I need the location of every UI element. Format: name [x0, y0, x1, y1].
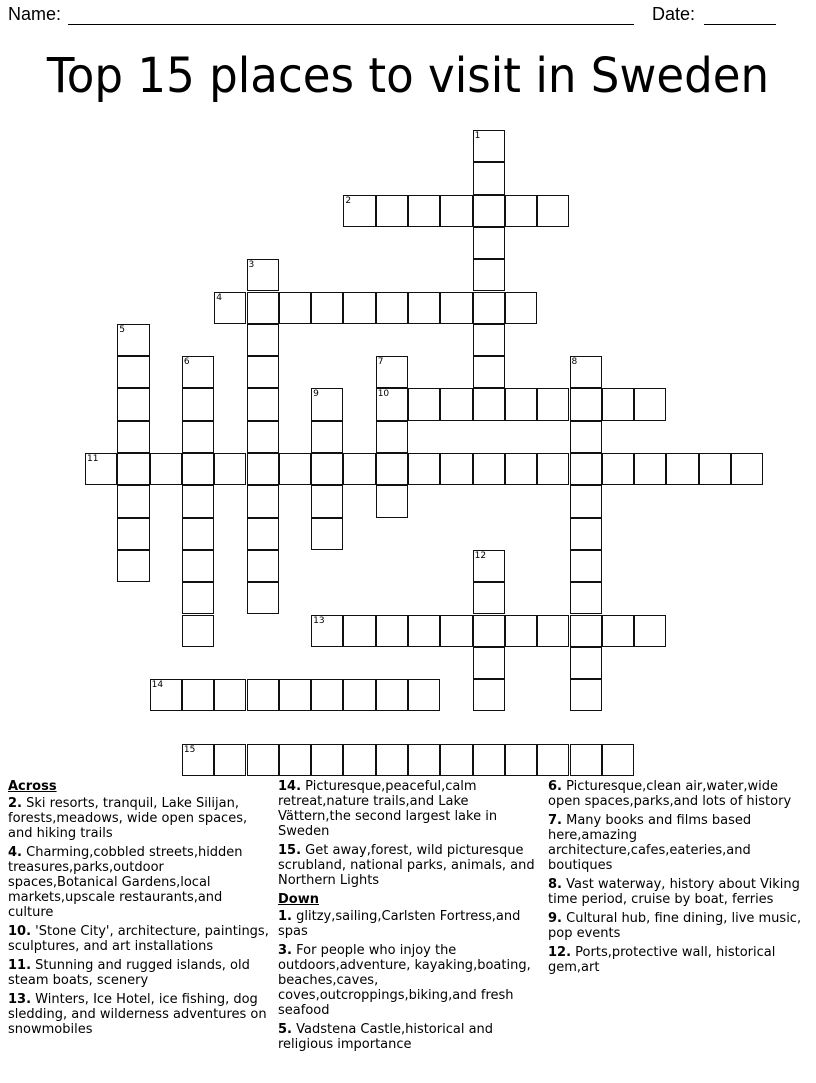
grid-cell[interactable] — [537, 744, 569, 776]
grid-cell[interactable] — [214, 744, 246, 776]
date-label: Date: — [652, 4, 696, 24]
clue-down-3: 3. For people who injoy the outdoors,adventure, kayaking,boating, beaches,caves, coves,outcroppings,biking,and fresh seafood — [278, 943, 531, 1018]
grid-cell[interactable] — [408, 744, 440, 776]
grid-cell[interactable] — [117, 550, 149, 582]
grid-cell[interactable] — [440, 195, 472, 227]
clue-number: 15 — [183, 744, 196, 755]
grid-cell[interactable] — [117, 485, 149, 517]
grid-cell[interactable] — [311, 518, 343, 550]
grid-cell[interactable] — [376, 679, 408, 711]
grid-cell[interactable] — [343, 679, 375, 711]
grid-cell[interactable] — [505, 388, 537, 420]
grid-cell[interactable] — [634, 453, 666, 485]
grid-cell[interactable] — [247, 324, 279, 356]
grid-cell[interactable] — [473, 679, 505, 711]
grid-cell[interactable] — [182, 518, 214, 550]
grid-cell[interactable] — [182, 421, 214, 453]
grid-cell[interactable] — [247, 518, 279, 550]
grid-cell[interactable] — [247, 582, 279, 614]
grid-cell[interactable] — [505, 744, 537, 776]
grid-cell[interactable] — [473, 550, 505, 582]
grid-cell[interactable] — [570, 550, 602, 582]
grid-cell[interactable] — [408, 292, 440, 324]
grid-cell[interactable] — [117, 356, 149, 388]
grid-cell[interactable] — [473, 582, 505, 614]
grid-cell[interactable] — [343, 195, 375, 227]
grid-cell[interactable] — [537, 453, 569, 485]
grid-cell[interactable] — [473, 162, 505, 194]
grid-cell[interactable] — [150, 453, 182, 485]
clue-number: 5 — [119, 324, 126, 335]
clue-number: 8 — [571, 357, 578, 368]
grid-cell[interactable] — [505, 615, 537, 647]
clue-number: 2 — [345, 195, 352, 206]
grid-cell[interactable] — [602, 388, 634, 420]
grid-cell[interactable] — [376, 453, 408, 485]
grid-cell[interactable] — [570, 647, 602, 679]
grid-cell[interactable] — [311, 453, 343, 485]
grid-cell[interactable] — [85, 453, 117, 485]
grid-cell[interactable] — [473, 195, 505, 227]
clue-number: 11 — [87, 454, 99, 464]
grid-cell[interactable] — [473, 227, 505, 259]
grid-cell[interactable] — [602, 744, 634, 776]
grid-cell[interactable] — [602, 615, 634, 647]
clue-across-14: 14. Picturesque,peaceful,calm retreat,nature trails,and Lake Vättern,the second largest lake in Sweden — [278, 779, 498, 839]
grid-cell[interactable] — [376, 744, 408, 776]
grid-cell[interactable] — [666, 453, 698, 485]
grid-cell[interactable] — [473, 615, 505, 647]
grid-cell[interactable] — [182, 388, 214, 420]
grid-cell[interactable] — [311, 679, 343, 711]
grid-cell[interactable] — [473, 647, 505, 679]
grid-cell[interactable] — [182, 615, 214, 647]
clue-down-8: 8. Vast waterway, history about Viking time period, cruise by boat, ferries — [548, 877, 800, 907]
grid-cell[interactable] — [376, 356, 408, 388]
grid-cell[interactable] — [117, 324, 149, 356]
grid-cell[interactable] — [440, 744, 472, 776]
clue-number: 14 — [151, 680, 164, 691]
grid-cell[interactable] — [182, 356, 214, 388]
grid-cell[interactable] — [634, 388, 666, 420]
clues-column-3 — [548, 779, 810, 979]
grid-cell[interactable] — [117, 453, 149, 485]
clues-column-1 — [8, 779, 270, 1041]
grid-cell[interactable] — [473, 259, 505, 291]
clue-number: 6 — [183, 357, 190, 368]
grid-cell[interactable] — [279, 744, 311, 776]
clue-number: 1 — [474, 131, 481, 141]
clue-across-15: 15. Get away,forest, wild picturesque scrubland, national parks, animals, and Northern Lights — [278, 843, 535, 888]
grid-cell[interactable] — [408, 615, 440, 647]
grid-cell[interactable] — [247, 550, 279, 582]
grid-cell[interactable] — [376, 485, 408, 517]
grid-cell[interactable] — [570, 679, 602, 711]
grid-cell[interactable] — [408, 453, 440, 485]
clue-across-4: 4. Charming,cobbled streets,hidden treasures,parks,outdoor spaces,Botanical Gardens,local markets,upscale restaurants,and culture — [8, 845, 243, 920]
grid-cell[interactable] — [182, 453, 214, 485]
grid-cell[interactable] — [214, 453, 246, 485]
grid-cell[interactable] — [247, 744, 279, 776]
grid-cell[interactable] — [602, 453, 634, 485]
grid-cell[interactable] — [343, 744, 375, 776]
grid-cell[interactable] — [505, 292, 537, 324]
clue-across-10: 10. 'Stone City', architecture, paintings, sculptures, and art installations — [8, 924, 269, 954]
grid-cell[interactable] — [408, 195, 440, 227]
grid-cell[interactable] — [247, 421, 279, 453]
grid-cell[interactable] — [182, 550, 214, 582]
grid-cell[interactable] — [473, 453, 505, 485]
clue-number: 10 — [377, 389, 390, 400]
across-heading: Across — [8, 779, 57, 794]
grid-cell[interactable] — [473, 130, 505, 162]
grid-cell[interactable] — [376, 615, 408, 647]
grid-cell[interactable] — [343, 615, 375, 647]
clue-number: 12 — [474, 550, 487, 561]
grid-cell[interactable] — [311, 485, 343, 517]
grid-cell[interactable] — [247, 356, 279, 388]
clue-down-7: 7. Many books and films based here,amazing architecture,cafes,eateries,and boutiques — [548, 813, 752, 873]
grid-cell[interactable] — [570, 744, 602, 776]
grid-cell[interactable] — [247, 453, 279, 485]
clue-number: 7 — [377, 357, 384, 368]
grid-cell[interactable] — [182, 744, 214, 776]
grid-cell[interactable] — [311, 744, 343, 776]
grid-cell[interactable] — [376, 195, 408, 227]
grid-cell[interactable] — [311, 421, 343, 453]
grid-cell[interactable] — [440, 388, 472, 420]
grid-cell[interactable] — [440, 453, 472, 485]
grid-cell[interactable] — [117, 388, 149, 420]
grid-cell[interactable] — [376, 388, 408, 420]
name-label: Name: — [8, 4, 62, 24]
grid-cell[interactable] — [570, 421, 602, 453]
grid-cell[interactable] — [214, 679, 246, 711]
clue-across-13: 13. Winters, Ice Hotel, ice fishing, dog sledding, and wilderness adventures on snowmobiles — [8, 992, 267, 1037]
down-heading: Down — [278, 892, 319, 907]
grid-cell[interactable] — [343, 453, 375, 485]
grid-cell[interactable] — [343, 292, 375, 324]
grid-cell[interactable] — [537, 388, 569, 420]
grid-cell[interactable] — [473, 356, 505, 388]
grid-cell[interactable] — [537, 615, 569, 647]
page-title: Top 15 places to visit in Sweden — [46, 48, 770, 104]
grid-cell[interactable] — [376, 292, 408, 324]
grid-cell[interactable] — [247, 485, 279, 517]
clue-number: 4 — [216, 292, 222, 303]
grid-cell[interactable] — [505, 195, 537, 227]
grid-cell[interactable] — [537, 195, 569, 227]
clues-column-2 — [278, 779, 540, 1056]
grid-cell[interactable] — [182, 582, 214, 614]
grid-cell[interactable] — [731, 453, 763, 485]
grid-cell[interactable] — [408, 388, 440, 420]
grid-cell[interactable] — [570, 518, 602, 550]
grid-cell[interactable] — [473, 388, 505, 420]
grid-cell[interactable] — [570, 582, 602, 614]
clue-across-11: 11. Stunning and rugged islands, old steam boats, scenery — [8, 958, 250, 988]
grid-cell[interactable] — [408, 679, 440, 711]
grid-cell[interactable] — [311, 615, 343, 647]
grid-cell[interactable] — [279, 292, 311, 324]
grid-cell[interactable] — [117, 421, 149, 453]
grid-cell[interactable] — [311, 388, 343, 420]
grid-cell[interactable] — [150, 679, 182, 711]
clue-number: 3 — [248, 260, 255, 271]
grid-cell[interactable] — [182, 679, 214, 711]
grid-cell[interactable] — [440, 292, 472, 324]
grid-cell[interactable] — [505, 453, 537, 485]
grid-cell[interactable] — [570, 615, 602, 647]
grid-cell[interactable] — [182, 485, 214, 517]
grid-cell[interactable] — [699, 453, 731, 485]
clue-across-2: 2. Ski resorts, tranquil, Lake Silijan, forests,meadows, wide open spaces, and hiking trails — [8, 796, 248, 841]
clue-down-12: 12. Ports,protective wall, historical gem,art — [548, 945, 776, 975]
grid-cell[interactable] — [117, 518, 149, 550]
grid-cell[interactable] — [473, 292, 505, 324]
clue-down-1: 1. glitzy,sailing,Carlsten Fortress,and spas — [278, 909, 521, 939]
grid-cell[interactable] — [570, 453, 602, 485]
grid-cell[interactable] — [440, 615, 472, 647]
grid-cell[interactable] — [376, 421, 408, 453]
grid-cell[interactable] — [247, 388, 279, 420]
grid-cell[interactable] — [570, 356, 602, 388]
grid-cell[interactable] — [634, 615, 666, 647]
grid-cell[interactable] — [279, 453, 311, 485]
grid-cell[interactable] — [279, 679, 311, 711]
clue-down-6: 6. Picturesque,clean air,water,wide open spaces,parks,and lots of history — [548, 779, 792, 809]
grid-cell[interactable] — [311, 292, 343, 324]
grid-cell[interactable] — [473, 324, 505, 356]
clue-down-5: 5. Vadstena Castle,historical and religious importance — [278, 1022, 494, 1052]
clue-down-9: 9. Cultural hub, fine dining, live music, pop events — [548, 911, 802, 941]
grid-cell[interactable] — [247, 259, 279, 291]
grid-cell[interactable] — [473, 744, 505, 776]
grid-cell[interactable] — [214, 292, 246, 324]
grid-cell[interactable] — [570, 388, 602, 420]
grid-cell[interactable] — [247, 679, 279, 711]
grid-cell[interactable] — [570, 485, 602, 517]
clue-number: 13 — [313, 615, 325, 626]
clue-number: 9 — [313, 389, 319, 400]
grid-cell[interactable] — [247, 292, 279, 324]
